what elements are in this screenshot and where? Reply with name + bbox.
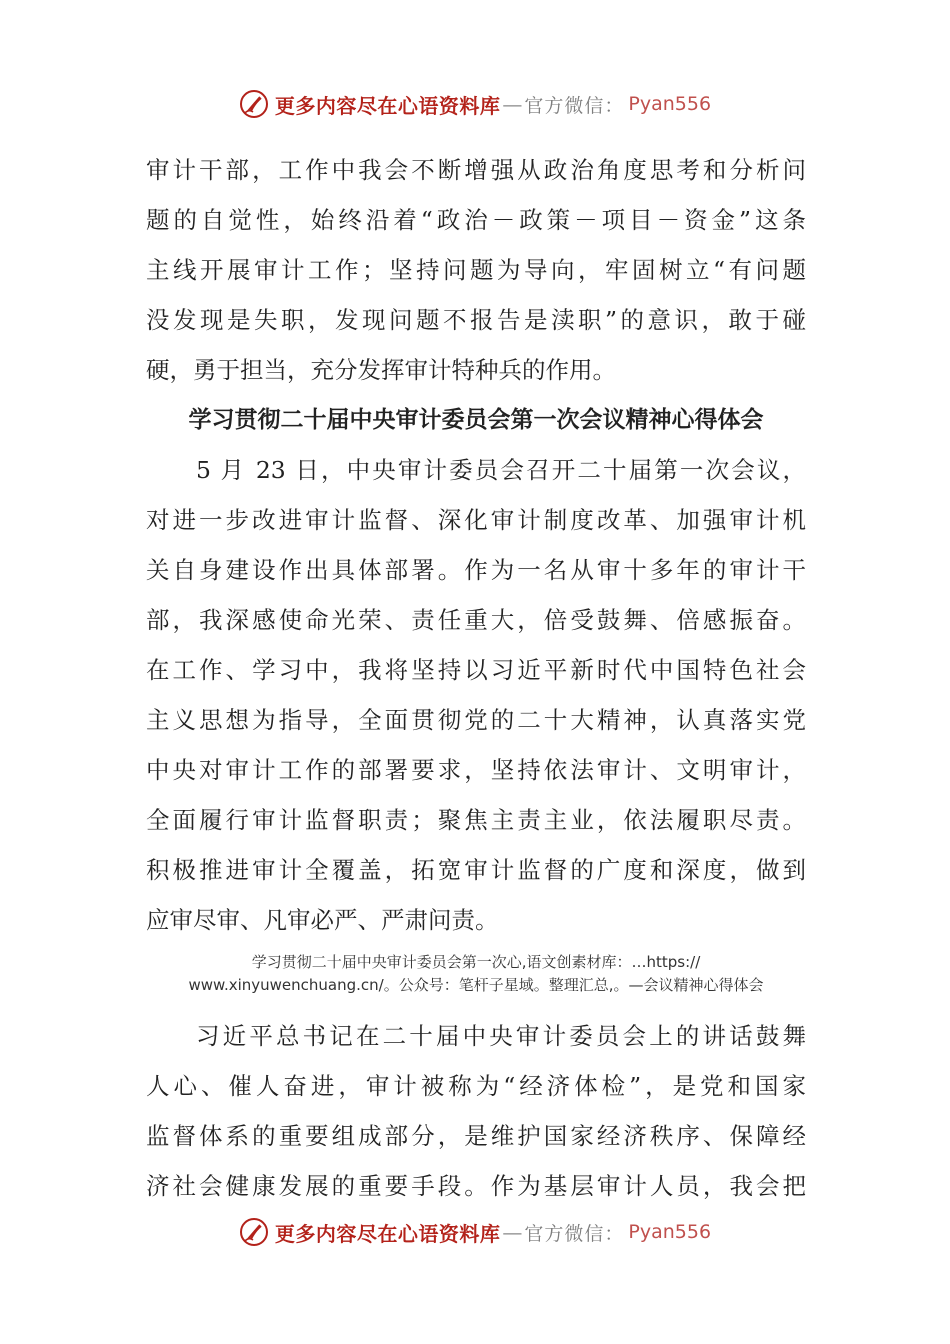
text-line: 全面履行审计监督职责；聚焦主责主业，依法履职尽责。 — [146, 806, 806, 834]
quill-logo-icon — [239, 1217, 269, 1247]
text-line: 关自身建设作出具体部署。作为一名从审十多年的审计干 — [146, 556, 806, 584]
source-note-line-1: 学习贯彻二十届中央审计委员会第一次心,语文创素材库：…https:// — [251, 953, 701, 971]
footer-banner — [0, 1212, 950, 1252]
paragraph-2 — [146, 445, 806, 945]
paragraph-1 — [146, 145, 806, 395]
section-heading: 学习贯彻二十届中央审计委员会第一次会议精神心得体会 — [188, 407, 764, 433]
banner-dash: — — [502, 92, 523, 116]
text-line: 济社会健康发展的重要手段。作为基层审计人员，我会把 — [146, 1172, 806, 1200]
source-note — [116, 945, 836, 1011]
text-line: 中央对审计工作的部署要求，坚持依法审计、文明审计， — [146, 756, 806, 784]
banner-wechat-label: 官方微信： — [524, 1222, 625, 1245]
quill-logo-icon — [239, 89, 269, 119]
header-banner — [0, 84, 950, 124]
text-line: 没发现是失职，发现问题不报告是渎职”的意识，敢于碰 — [146, 306, 806, 334]
text-line: 主线开展审计工作；坚持问题为导向，牢固树立“有问题 — [146, 256, 806, 284]
source-note-line-2: www.xinyuwenchuang.cn/。公众号：笔杆子星域。整理汇总,。—会议精神心得体会 — [188, 976, 764, 994]
text-line: 对进一步改进审计监督、深化审计制度改革、加强审计机 — [146, 506, 806, 534]
text-line: 5 月 23 日，中央审计委员会召开二十届第一次会议， — [196, 456, 806, 484]
banner-text: 更多内容尽在心语资料库 — [274, 1221, 501, 1246]
text-line: 在工作、学习中，我将坚持以习近平新时代中国特色社会 — [146, 656, 806, 684]
banner-text: 更多内容尽在心语资料库 — [274, 93, 501, 118]
text-line: 主义思想为指导，全面贯彻党的二十大精神，认真落实党 — [146, 706, 806, 734]
text-line: 习近平总书记在二十届中央审计委员会上的讲话鼓舞 — [196, 1022, 806, 1050]
text-line: 人心、催人奋进，审计被称为“经济体检”，是党和国家 — [146, 1072, 806, 1100]
banner-wechat-label: 官方微信： — [524, 94, 625, 117]
text-line: 题的自觉性，始终沿着“政治－政策－项目－资金”这条 — [146, 206, 806, 234]
banner-wechat-id: Pyan556 — [628, 93, 712, 115]
banner-wechat-id: Pyan556 — [628, 1221, 712, 1243]
banner-dash: — — [502, 1220, 523, 1244]
text-line: 积极推进审计全覆盖，拓宽审计监督的广度和深度，做到 — [146, 856, 806, 884]
text-line: 审计干部，工作中我会不断增强从政治角度思考和分析问 — [146, 156, 806, 184]
text-line: 部，我深感使命光荣、责任重大，倍受鼓舞、倍感振奋。 — [146, 606, 806, 634]
text-line: 应审尽审、凡审必严、严肃问责。 — [146, 906, 499, 934]
document-body — [146, 145, 806, 1211]
text-line: 监督体系的重要组成部分，是维护国家经济秩序、保障经 — [146, 1122, 806, 1150]
text-line: 硬，勇于担当，充分发挥审计特种兵的作用。 — [146, 356, 616, 384]
paragraph-3 — [146, 1011, 806, 1211]
